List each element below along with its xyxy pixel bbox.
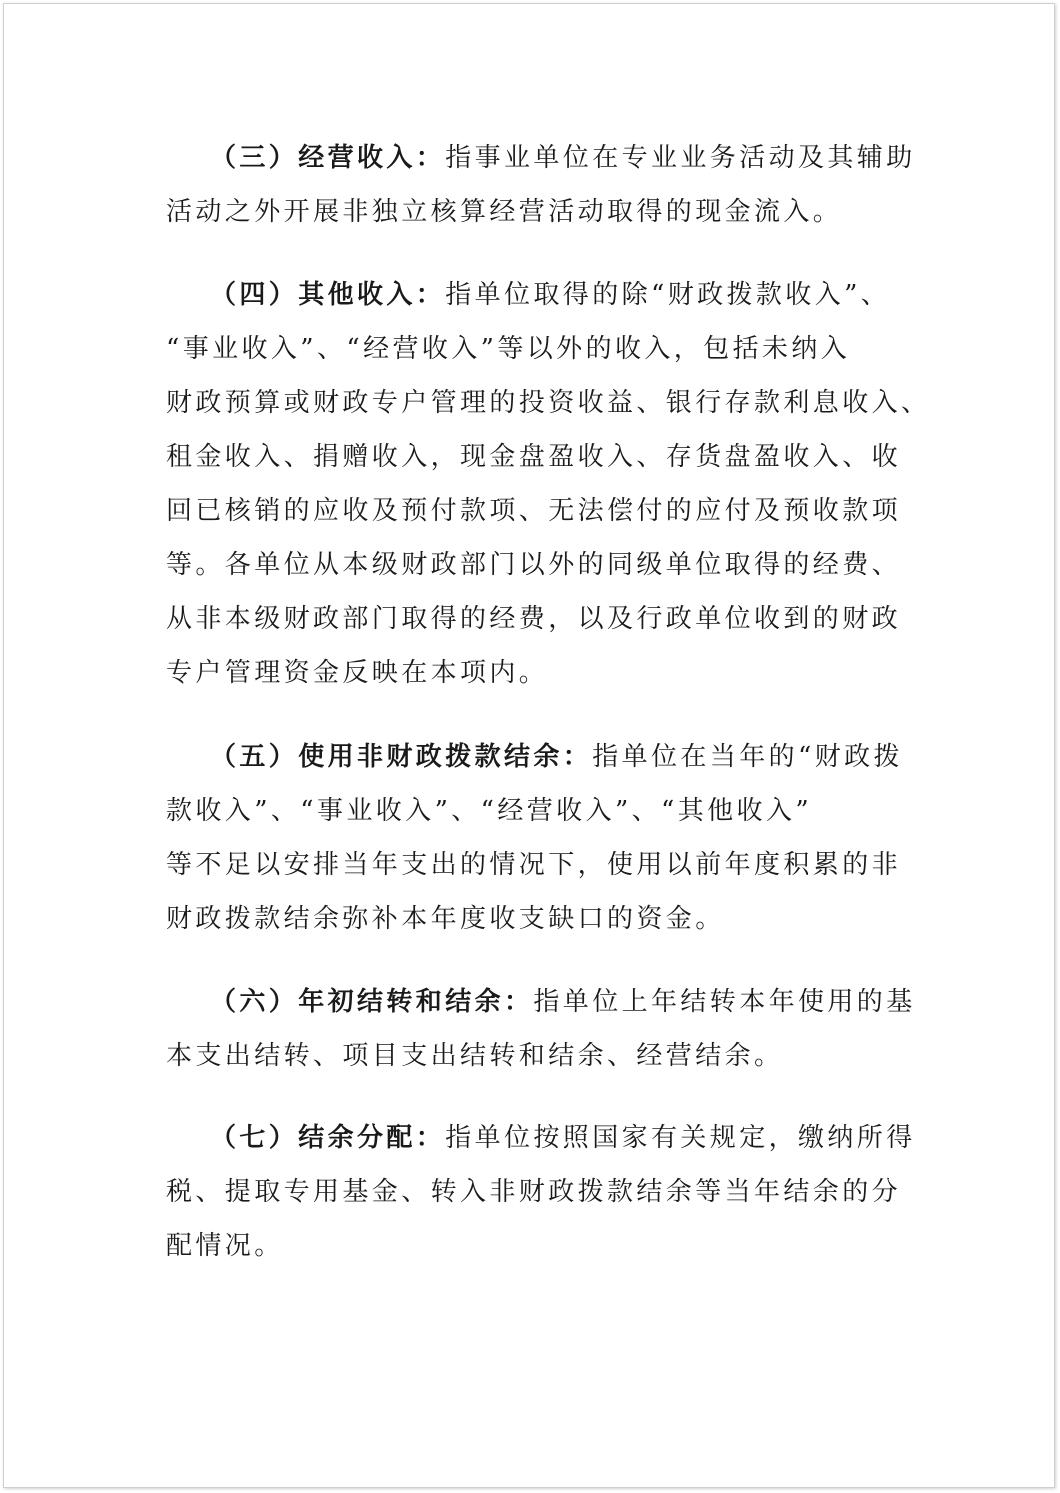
paragraph-line: 回已核销的应收及预付款项、无法偿付的应付及预收款项 — [166, 496, 902, 526]
term-heading: （四）其他收入： — [210, 280, 446, 310]
paragraph-line: 款收入”、“事业收入”、“经营收入”、“其他收入” — [166, 796, 813, 826]
paragraph-line: 财政预算或财政专户管理的投资收益、银行存款利息收入、 — [166, 388, 931, 418]
section-operating-income — [166, 131, 916, 239]
definition-text: 指单位上年结转本年使用的基 — [533, 987, 916, 1017]
section-opening-balance — [166, 975, 916, 1083]
term-heading: （七）结余分配： — [210, 1123, 446, 1153]
paragraph-line — [166, 268, 906, 322]
paragraph-line — [166, 975, 916, 1029]
paragraph-line: 从非本级财政部门取得的经费，以及行政单位收到的财政 — [166, 604, 902, 634]
paragraph-line: 财政拨款结余弥补本年度收支缺口的资金。 — [166, 904, 725, 934]
section-balance-distribution — [166, 1111, 916, 1273]
definition-text: 指单位按照国家有关规定，缴纳所得 — [445, 1123, 916, 1153]
paragraph-line: 税、提取专用基金、转入非财政拨款结余等当年结余的分 — [166, 1177, 902, 1207]
paragraph-line: 等。各单位从本级财政部门以外的同级单位取得的经费、 — [166, 550, 902, 580]
paragraph-line — [166, 131, 916, 185]
term-heading: （六）年初结转和结余： — [210, 987, 534, 1017]
paragraph-line — [166, 1111, 916, 1165]
paragraph-line: “事业收入”、“经营收入”等以外的收入，包括未纳入 — [166, 334, 851, 364]
paragraph-line: 专户管理资金反映在本项内。 — [166, 658, 549, 688]
paragraph-line: 等不足以安排当年支出的情况下，使用以前年度积累的非 — [166, 850, 902, 880]
definition-text: 指单位取得的除“财政拨款收入”、 — [445, 280, 891, 310]
paragraph-line: 活动之外开展非独立核算经营活动取得的现金流入。 — [166, 197, 843, 227]
definition-text: 指事业单位在专业业务活动及其辅助 — [445, 143, 916, 173]
section-other-income — [166, 268, 931, 700]
paragraph-line: 租金收入、捐赠收入，现金盘盈收入、存货盘盈收入、收 — [166, 442, 902, 472]
paragraph-line: 本支出结转、项目支出结转和结余、经营结余。 — [166, 1041, 784, 1071]
term-heading: （五）使用非财政拨款结余： — [210, 742, 593, 772]
paragraph-line: 配情况。 — [166, 1231, 284, 1261]
paragraph-line — [166, 730, 906, 784]
definition-text: 指单位在当年的“财政拨 — [592, 742, 903, 772]
term-heading: （三）经营收入： — [210, 143, 446, 173]
section-non-fiscal-balance — [166, 730, 906, 946]
